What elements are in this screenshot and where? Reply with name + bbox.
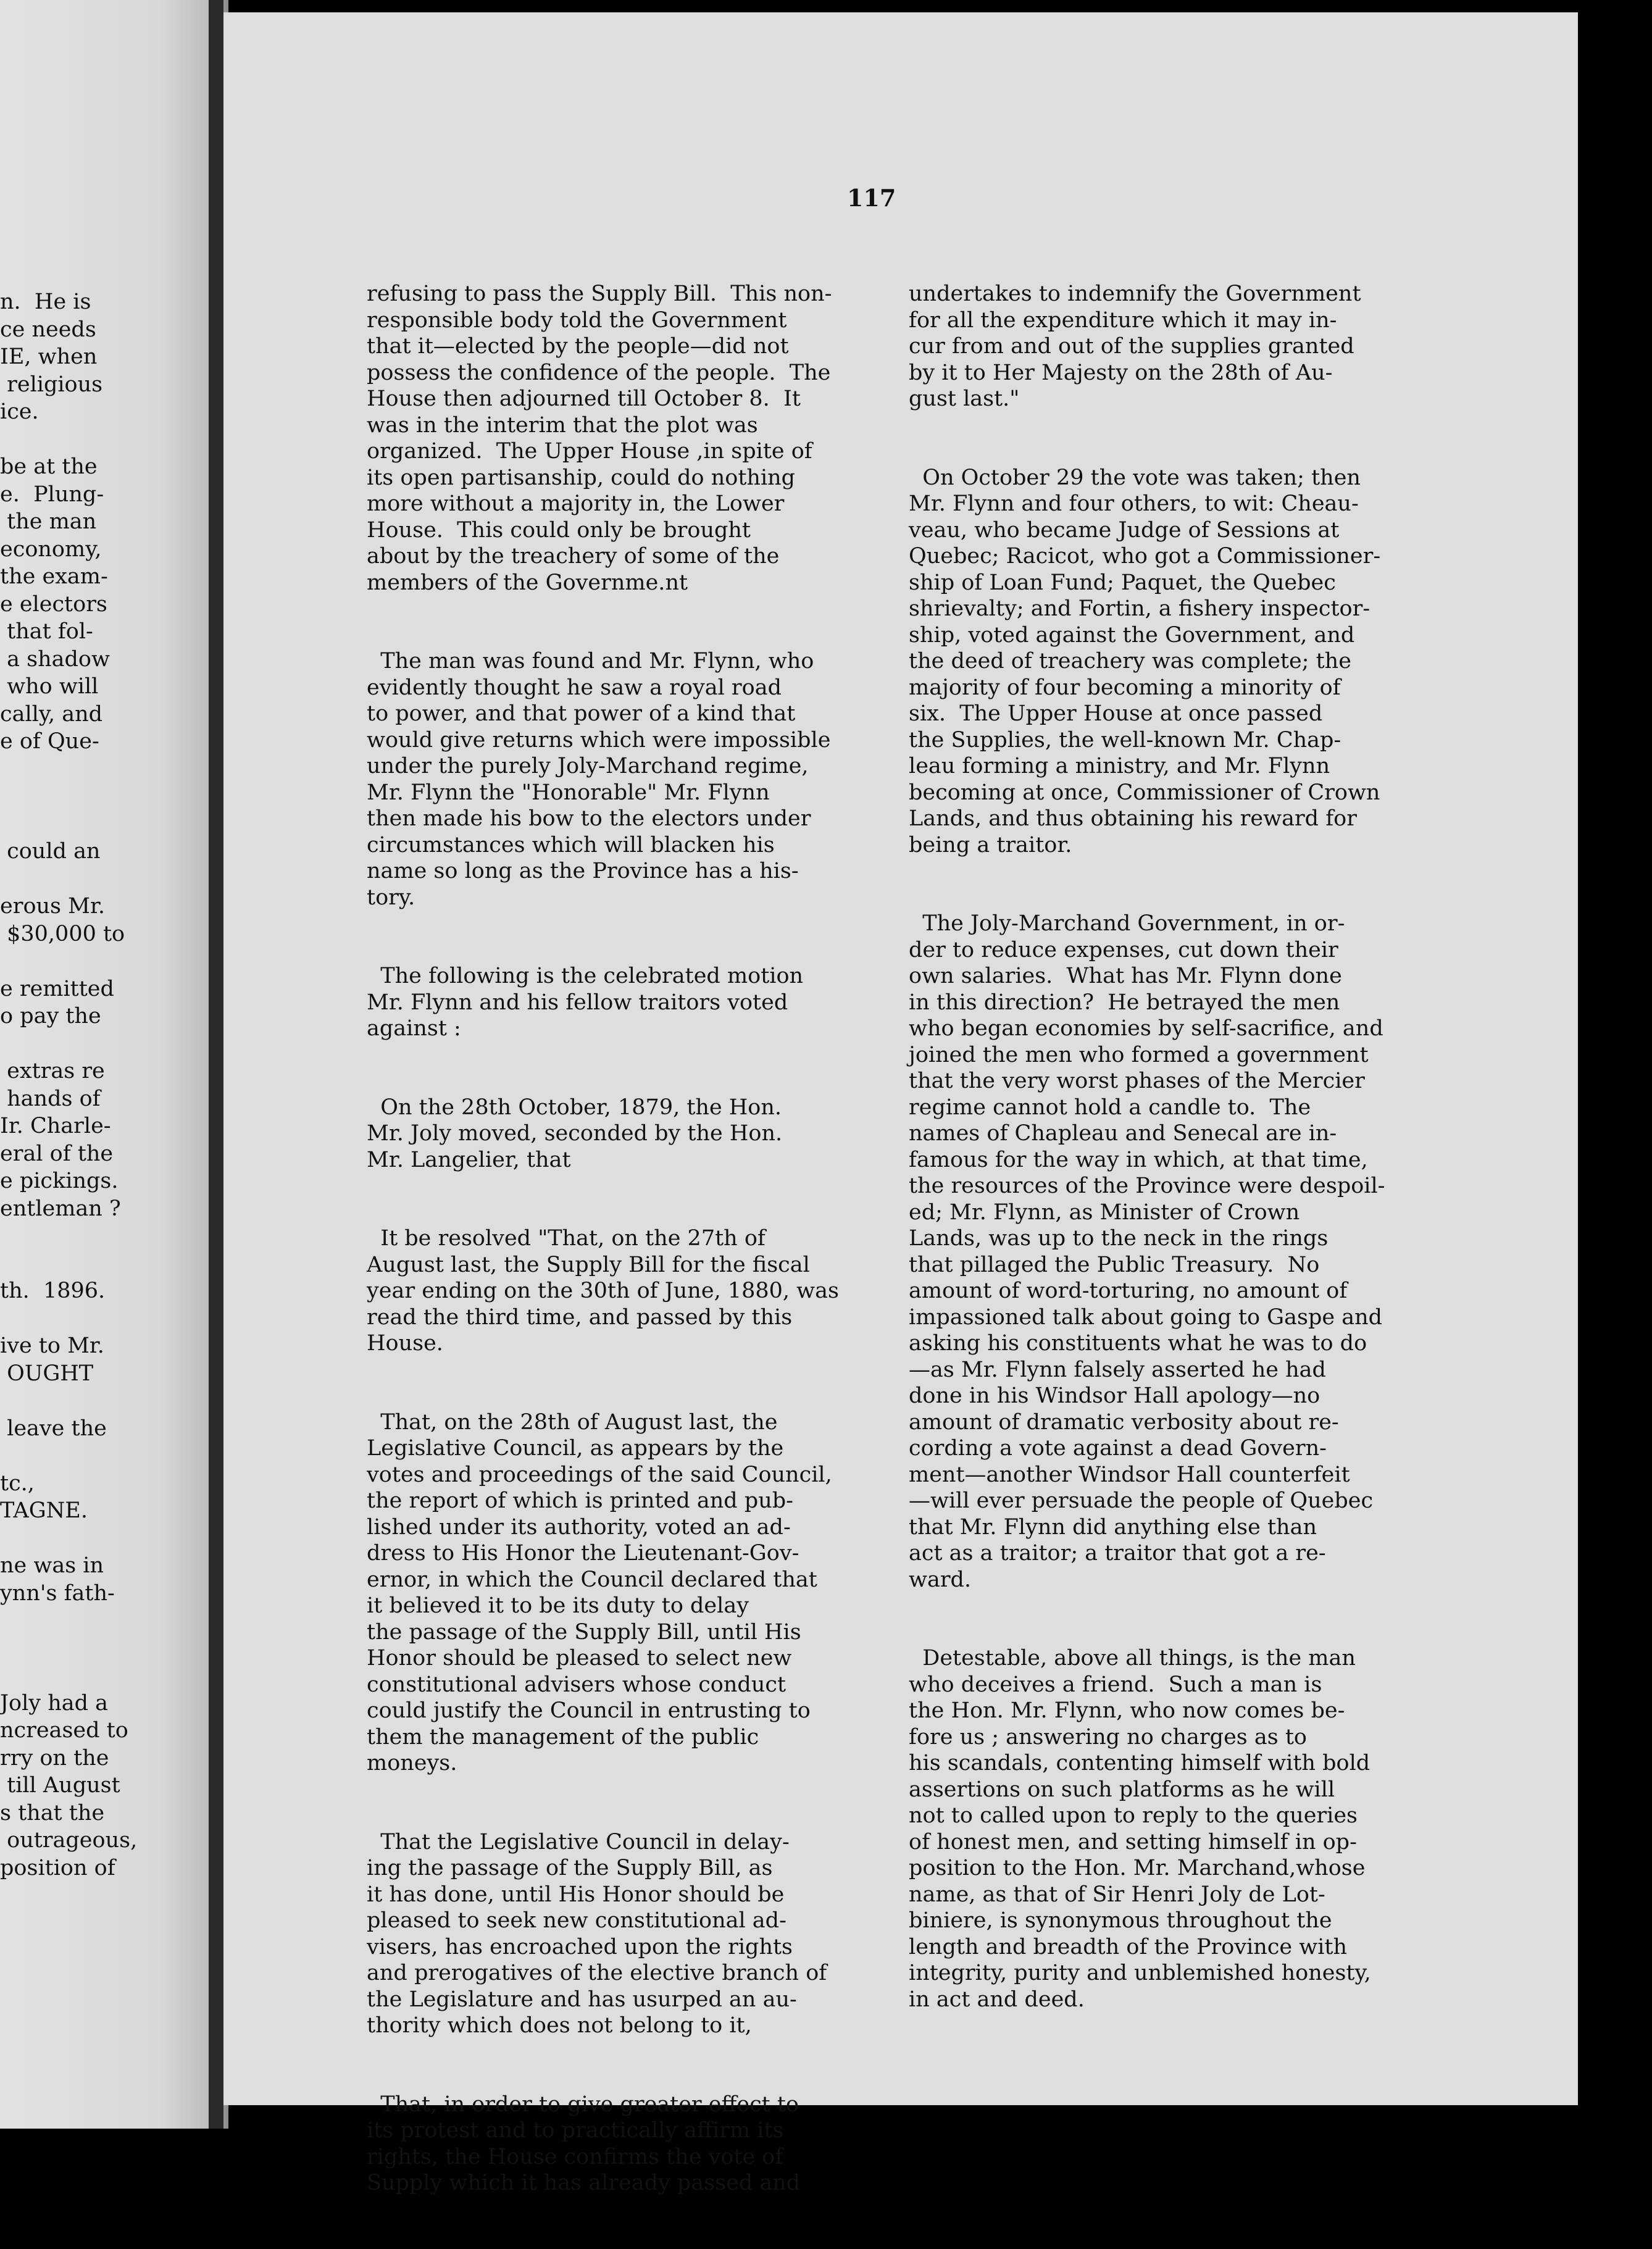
left-page-line: e of Que- [0,729,99,754]
page-number: 117 [847,184,896,212]
left-page-line: ive to Mr. [0,1333,104,1358]
left-page-line: e remitted [0,976,114,1001]
left-page-line [0,1387,207,1415]
left-page-line: a shadow [0,646,110,672]
left-page-line: ne was in [0,1553,104,1578]
left-page-line [0,1662,207,1690]
paragraph: The Joly-Marchand Government, in or- der to reduce expenses, cut down their own salaries. What has Mr. Flynn done in this direction? He betrayed the men who began economies by self-sacrifice, and joined the men who formed a government that the very worst phases of the Mercier regime cannot hold a candle to. The names of Chapleau and Senecal are in- famous for the way in which, at that time, the resources of the Province were despoil- ed; Mr. Flynn, as Minister of Crown Lands, was up to the neck in the rings that pillaged the Public Treasury. No amount of word-torturing, no amount of impassioned talk about going to Gaspe and asking his constituents what he was to do —as Mr. Flynn falsely asserted he had done in his Windsor Hall apology—no amount of dramatic verbosity about re- cording a vote against a dead Govern- ment—another Windsor Hall counterfeit —will ever persuade the people of Quebec that Mr. Flynn did anything else than act as a traitor; a traitor that got a re- ward. [909,911,1385,1592]
left-page-text [0,233,207,1937]
paragraph: On the 28th October, 1879, the Hon. Mr. Joly moved, seconded by the Hon. Mr. Langelier, that [367,1095,783,1172]
left-page-line: e pickings. [0,1169,119,1193]
left-page-line: till August [0,1773,120,1798]
left-page-line [0,1635,207,1663]
left-page-line: IE, when [0,344,98,369]
page-edge-shadow [1578,0,1652,2129]
left-page-line: could an [0,839,101,864]
left-page-line: position of [0,1855,115,1880]
left-page-line: religious [0,372,103,397]
text-column-left [367,228,891,2249]
left-page-line: hands of [0,1086,101,1111]
left-page-line: extras re [0,1059,105,1083]
left-page-line: ce needs [0,317,96,342]
left-page-line [0,1222,207,1250]
left-page-line [0,783,207,811]
left-page-line: OUGHT [0,1361,94,1386]
left-page-line: cally, and [0,701,103,727]
left-page-line: the man [0,509,97,534]
left-page-line [0,1525,207,1553]
left-page-line [0,1030,207,1058]
left-page-line: ynn's fath- [0,1580,115,1606]
left-page-line: $30,000 to [0,921,125,946]
left-page-line: ncreased to [0,1718,128,1743]
left-page-line: TAGNE. [0,1498,88,1523]
paragraph: The man was found and Mr. Flynn, who evidently thought he saw a royal road to power, and that power of a kind that would give returns which were impossible under the purely Joly-Marchand regime, Mr. Flynn the "Honorable" Mr. Flynn then made his bow to the electors under circumstances which will blacken his name so long as the Province has a his- tory. [367,649,831,910]
left-page-line: that fol- [0,619,93,644]
left-page-line: eral of the [0,1141,114,1166]
left-page-line: e electors [0,591,107,617]
paragraph: The following is the celebrated motion Mr. Flynn and his fellow traitors voted against : [367,964,804,1041]
left-page-line [0,866,207,893]
paragraph: On October 29 the vote was taken; then Mr. Flynn and four others, to wit: Cheau- veau, who became Judge of Sessions at Quebec; Racicot, who got a Commissioner- ship of Loan Fund; Paquet, the Quebec shrievalty; and Fortin, a fishery inspector- ship, voted against the Government, and the deed of treachery was complete; the majority of four becoming a minority of six. The Upper House at once passed the Supplies, the well-known Mr. Chap- leau forming a ministry, and Mr. Flynn becoming at once, Commissioner of Crown Lands, and thus obtaining his reward for being a traitor. [909,465,1381,857]
paragraph: It be resolved "That, on the 27th of August last, the Supply Bill for the fiscal year ending on the 30th of June, 1880, was read the third time, and passed by this House. [367,1226,839,1356]
left-page-line: s that the [0,1800,105,1825]
left-page-line [0,948,207,975]
left-page-line [0,811,207,838]
left-page-line: the exam- [0,564,108,589]
paragraph: That the Legislative Council in delay- ing the passage of the Supply Bill, as it has done, until His Honor should be pleased to seek new constitutional ad- visers, has encroached upon the rights and prerogatives of the elective branch of the Legislature and has usurped an au- thority which does not belong to it, [367,1829,827,2038]
left-page-line: be at the [0,454,98,479]
left-page-line: outrageous, [0,1828,138,1853]
left-page-line: tc., [0,1471,35,1496]
paragraph: Detestable, above all things, is the man who deceives a friend. Such a man is the Hon. Mr. Flynn, who now comes be- fore us ; answering no charges as to his scandals, contenting himself with bold assertions on such platforms as he will not to called upon to reply to the queries of honest men, and setting himself in op- position to the Hon. Mr. Marchand,whose name, as that of Sir Henri Joly de Lot- biniere, is synonymous throughout the length and breadth of the Province with integrity, purity and unblemished honesty, in act and deed. [909,1646,1371,2012]
left-page [0,0,228,2129]
left-page-line: erous Mr. [0,894,105,919]
left-page-line [0,756,207,783]
left-page-line: rry on the [0,1745,109,1771]
paragraph: refusing to pass the Supply Bill. This non- responsible body told the Government that it—elected by the people—did not possess the confidence of the people. The House then adjourned till October 8. It was in the interim that the plot was organized. The Upper House ,in spite of its open partisanship, could do nothing more without a majority in, the Lower House. This could only be brought about by the treachery of some of the members of the Governme.nt [367,282,832,595]
left-page-line: o pay the [0,1004,101,1029]
text-column-right [909,228,1440,2065]
paragraph: undertakes to indemnify the Government for all the expenditure which it may in- cur from and out of the supplies granted by it to Her Majesty on the 28th of Au- gust last." [909,282,1361,411]
left-page-line: Joly had a [0,1690,108,1716]
book-gutter [209,0,223,2129]
left-page-line [0,426,207,454]
left-page-line: e. Plung- [0,482,104,507]
left-page-line [0,1305,207,1333]
left-page-line: leave the [0,1416,107,1441]
left-page-line [0,1607,207,1635]
left-page-line: n. He is [0,290,91,314]
left-page-line: ice. [0,399,39,424]
paragraph: That, in order to give greater effect to its protest and to practically affirm its rights, the House confirms the vote of Supply which it has already passed and [367,2092,801,2195]
left-page-line: who will [0,674,99,699]
left-page-line: economy, [0,536,102,562]
left-page-line: th. 1896. [0,1279,106,1303]
left-page-line [0,1250,207,1278]
left-page-line [0,1442,207,1470]
left-page-line: Ir. Charle- [0,1114,111,1138]
left-page-line: entleman ? [0,1196,121,1221]
paragraph: That, on the 28th of August last, the Legislative Council, as appears by the votes and proceedings of the said Council, the report of which is printed and pub- lished under its authority, voted an ad- dress to His Honor the Lieutenant-Gov- ernor, in which the Council declared that it believed it to be its duty to delay the passage of the Supply Bill, until His Honor should be pleased to select new constitutional advisers whose conduct could justify the Council in entrusting to them the management of the public moneys. [367,1409,832,1775]
